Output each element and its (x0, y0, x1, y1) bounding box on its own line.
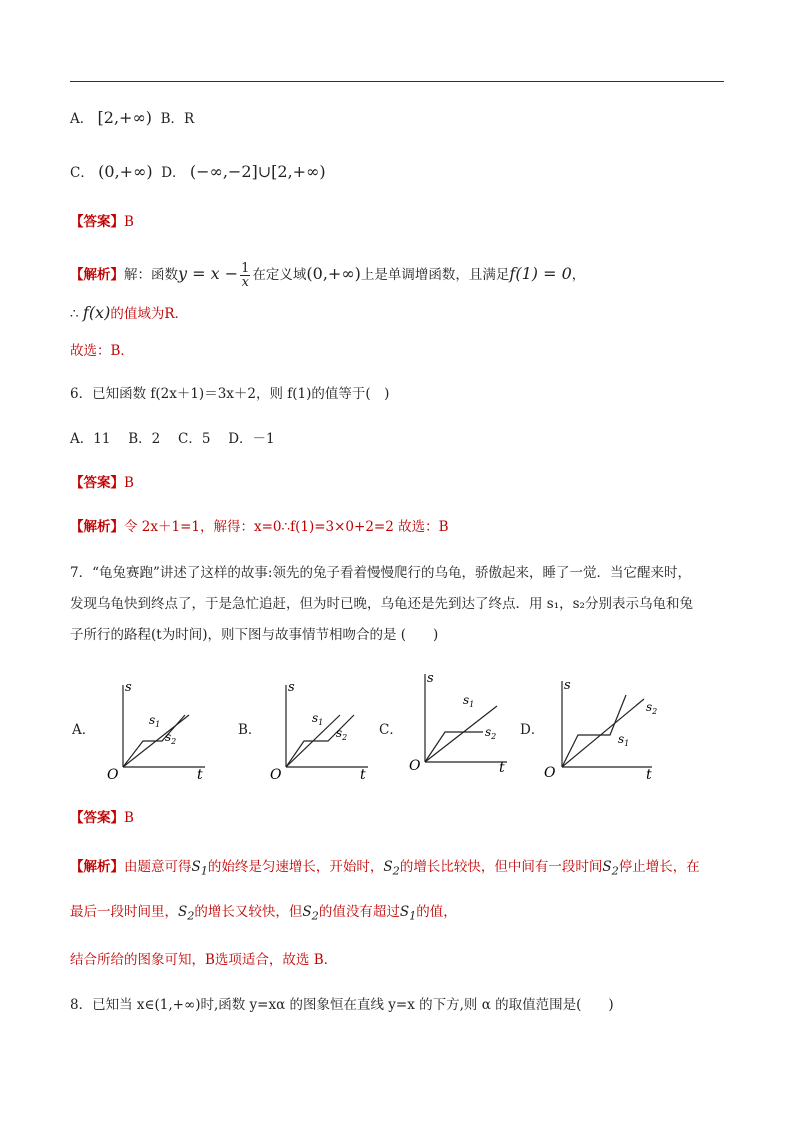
option-a-label: A． (70, 111, 94, 127)
subscript: 2 (392, 864, 400, 878)
graph-label-a: A． (72, 722, 96, 738)
axis-x-label: t (499, 760, 505, 776)
option-d-value: (−∞,−2]∪[2,+∞) (189, 162, 326, 181)
origin-label: O (544, 765, 556, 781)
s1-letter: s (312, 711, 319, 725)
analysis-text: 的值没有超过 (318, 904, 400, 920)
analysis-text: 的始终是匀速增长，开始时， (207, 859, 384, 875)
s-letter: S (302, 904, 312, 920)
analysis-tag: 【解析】 (70, 519, 124, 535)
analysis-text: 的增长比较快，但中间有一段时间 (399, 859, 603, 875)
axis-x-label: t (646, 767, 652, 783)
s2-letter: s (485, 725, 492, 739)
q7-analysis-line3: 结合所给的图象可知，B选项适合，故选 B． (70, 952, 338, 968)
s-letter: S (399, 904, 410, 920)
axis-y-label: s (564, 678, 571, 693)
fraction-numerator: 1 (241, 261, 250, 276)
s-letter: S (602, 859, 612, 875)
s1-symbol (399, 904, 417, 923)
s1-subscript: 1 (469, 700, 475, 709)
s2-label (165, 730, 176, 746)
s2-symbol (602, 859, 619, 878)
analysis-text: 停止增长，在 (618, 859, 700, 875)
s-letter: S (383, 859, 393, 875)
answer-value: B (124, 475, 134, 491)
subscript: 2 (187, 909, 195, 923)
q7-answer (70, 808, 134, 828)
function-expr: f(x) (82, 303, 111, 322)
s1-letter: s (149, 713, 156, 727)
q7-analysis-line1 (70, 857, 700, 882)
axis-y-label: s (427, 671, 434, 686)
s1-symbol (191, 859, 208, 878)
q7-analysis-line2 (70, 902, 457, 927)
header-rule (70, 81, 724, 82)
answer-tag: 【答案】 (70, 214, 124, 230)
analysis-text: 最后一段时间里， (70, 904, 178, 920)
function-expr: y = x − (178, 264, 239, 283)
s1-subscript: 1 (155, 720, 161, 729)
axis-x-label: t (197, 767, 203, 783)
s-letter: S (178, 904, 188, 920)
s1-letter: s (463, 693, 470, 707)
line-s2 (562, 699, 644, 767)
s2-subscript: 2 (491, 732, 497, 741)
q6-options: A．11 B．2 C．5 D．－1 (70, 431, 275, 447)
s1-label (312, 711, 323, 727)
graph-c (407, 670, 517, 789)
q8-question: 8．已知当 x∈(1,+∞)时,函数 y=xα 的图象恒在直线 y=x 的下方,则 α 的取值范围是( ) (70, 997, 614, 1013)
option-a-value: [2,+∞) (97, 108, 153, 127)
s2-label (336, 726, 347, 742)
q7-question-line2: 发现乌龟快到终点了，于是急忙追赶，但为时已晚，乌龟还是先到达了终点．用 s₁，s₂分别表示乌龟和兔 (70, 596, 693, 612)
q5-analysis-line2 (70, 303, 188, 324)
s2-label (646, 700, 657, 716)
s-letter: S (191, 859, 201, 875)
option-c-value: (0,+∞) (98, 162, 153, 181)
graph-label-d: D． (520, 722, 545, 738)
s2-label (485, 725, 496, 741)
analysis-text: 的值， (416, 904, 457, 920)
s2-symbol (383, 859, 400, 878)
s2-subscript: 2 (171, 737, 177, 746)
analysis-tag: 【解析】 (70, 267, 124, 283)
subscript: 2 (311, 909, 319, 923)
graph-a (105, 675, 215, 784)
q7-question-line1: 7．“龟兔赛跑”讲述了这样的故事:领先的兔子看着慢慢爬行的乌龟，骄傲起来，睡了一觉．当它醒来时， (70, 565, 691, 581)
q7-question-line3: 子所行的路程(t为时间)，则下图与故事情节相吻合的是 ( ) (70, 627, 439, 643)
q6-question: 6．已知函数 f(2x＋1)＝3x＋2，则 f(1)的值等于( ) (70, 386, 390, 402)
graph-d (544, 675, 664, 784)
s2-symbol (178, 904, 195, 923)
graph-b (268, 675, 378, 784)
therefore-symbol: ∴ (70, 306, 79, 322)
s1-subscript: 1 (318, 718, 324, 727)
s2-letter: s (336, 726, 343, 740)
graph-label-b: B． (238, 722, 262, 738)
axis-y-label: s (125, 680, 132, 695)
equation-expr: f(1) = 0 (509, 264, 572, 283)
origin-label: O (409, 758, 421, 774)
s2-symbol (302, 904, 319, 923)
analysis-text: 上是单调增函数，且满足 (360, 267, 510, 283)
analysis-text: 在定义域 (252, 267, 307, 283)
analysis-text: 的增长又较快，但 (194, 904, 303, 920)
axis-x-label: t (360, 767, 366, 783)
q5-options-cd (70, 162, 326, 183)
origin-label: O (270, 767, 282, 783)
fraction (240, 262, 250, 289)
line-s2 (425, 732, 483, 762)
analysis-tag: 【解析】 (70, 859, 124, 875)
q5-analysis-line3: 故选：B． (70, 343, 134, 359)
s2-subscript: 2 (652, 707, 658, 716)
axis-y-label: s (288, 680, 295, 695)
graph-label-c: C． (379, 722, 403, 738)
s1-label (463, 693, 474, 709)
domain-expr: (0,+∞) (306, 264, 361, 283)
analysis-text: 的值域为R． (110, 306, 188, 322)
option-b: B．R (160, 111, 195, 127)
subscript: 1 (409, 909, 417, 923)
s2-subscript: 2 (342, 733, 348, 742)
option-c-label: C． (70, 165, 94, 181)
subscript: 2 (611, 864, 619, 878)
q6-analysis (70, 517, 449, 537)
s2-letter: s (165, 730, 172, 744)
option-d-label: D． (161, 165, 186, 181)
answer-tag: 【答案】 (70, 475, 124, 491)
origin-label: O (107, 767, 119, 783)
q5-answer (70, 212, 134, 232)
s1-label (149, 713, 160, 729)
answer-value: B (124, 214, 134, 230)
answer-tag: 【答案】 (70, 810, 124, 826)
q5-analysis-line1 (70, 262, 585, 289)
s1-label (618, 732, 629, 748)
q5-options-ab (70, 108, 194, 129)
s1-letter: s (618, 732, 625, 746)
s1-subscript: 1 (624, 739, 630, 748)
q6-answer (70, 473, 134, 493)
analysis-text: 令 2x＋1=1，解得：x=0∴f(1)=3×0+2=2 故选：B (124, 519, 449, 535)
analysis-text: ， (571, 267, 586, 283)
fraction-denominator: x (241, 275, 249, 290)
answer-value: B (124, 810, 134, 826)
line-s1 (562, 695, 626, 767)
subscript: 1 (200, 864, 208, 878)
analysis-text: 由题意可得 (124, 859, 192, 875)
analysis-text: 解：函数 (124, 267, 178, 283)
s2-letter: s (646, 700, 653, 714)
